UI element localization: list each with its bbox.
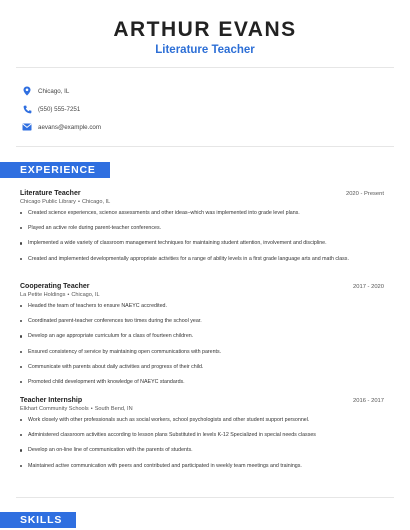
job-bullets [20, 416, 384, 470]
resume-header [0, 0, 410, 56]
bullet-item: Develop an on-line line of communication with the parents of students. [20, 446, 384, 454]
job-bullets [20, 302, 384, 386]
bullet-item: Communicate with parents about daily activities and progress of their child. [20, 363, 384, 371]
job-location: South Bend, IN [94, 406, 133, 412]
contact-email [22, 118, 101, 136]
job-title: Literature Teacher [20, 190, 81, 197]
candidate-role: Literature Teacher [155, 44, 255, 56]
contact-list [22, 82, 101, 136]
job-title: Teacher Internship [20, 397, 83, 404]
contact-location [22, 82, 101, 100]
location-pin-icon [22, 86, 32, 96]
header-divider [16, 67, 394, 68]
job-entry [20, 190, 384, 270]
bullet-item: Maintained active communication with peers and contributed and participated in weekly team meetings and trainings. [20, 462, 384, 470]
job-dates: 2016 - 2017 [353, 398, 384, 404]
job-bullets [20, 209, 384, 263]
job-employer: La Petite Holdings [20, 292, 66, 298]
bullet-item: Implemented a wide variety of classroom management techniques for maintaining student attention, involvement and discipline. [20, 239, 384, 247]
section-experience-heading: EXPERIENCE [0, 162, 110, 178]
bullet-item: Administered classroom activities according to lesson plans Substituted in levels K-12 Specialized in special needs classes [20, 431, 384, 439]
bullet-item: Work closely with other professionals such as social workers, school psychologists and other student support personnel. [20, 416, 384, 424]
contact-location-text: Chicago, IL [38, 87, 70, 95]
bullet-item: Created and implemented developmentally appropriate activities for a range of ability levels in a first grade language arts and math class. [20, 255, 384, 263]
bullet-item: Promoted child development with knowledge of NAEYC standards. [20, 378, 384, 386]
bullet-item: Created science experiences, science assessments and other ideas–which was implemented into grade level plans. [20, 209, 384, 217]
job-location: Chicago, IL [71, 292, 100, 298]
job-org: La Petite Holdings • Chicago, IL [20, 292, 100, 298]
bullet-item: Develop an age appropriate curriculum for a class of fourteen children. [20, 332, 384, 340]
job-dates: 2017 - 2020 [353, 284, 384, 290]
contact-email-text: aevans@example.com [38, 123, 102, 131]
phone-icon [22, 104, 32, 114]
bullet-item: Ensured consistency of service by maintaining open communications with parents. [20, 348, 384, 356]
bullet-item: Coordinated parent-teacher conferences two times during the school year. [20, 317, 384, 325]
job-location: Chicago, IL [81, 199, 111, 205]
job-org: Chicago Public Library • Chicago, IL [20, 199, 111, 205]
contact-phone [22, 100, 101, 118]
job-title: Cooperating Teacher [20, 283, 90, 290]
job-org: Elkhart Community Schools • South Bend, IN [20, 406, 133, 412]
job-entry [20, 397, 384, 477]
experience-divider [16, 497, 394, 498]
bullet-item: Headed the team of teachers to ensure NAEYC accredited. [20, 302, 384, 310]
email-icon [22, 122, 32, 132]
contact-phone-text: (550) 555-7251 [38, 105, 81, 113]
job-employer: Chicago Public Library [20, 199, 76, 205]
section-skills-heading: SKILLS [0, 512, 76, 528]
candidate-name: ARTHUR EVANS [113, 18, 297, 41]
job-dates: 2020 - Present [345, 191, 384, 197]
job-employer: Elkhart Community Schools [20, 406, 89, 412]
bullet-item: Played an active role during parent-teacher conferences. [20, 224, 384, 232]
job-entry [20, 283, 384, 393]
contact-divider [16, 146, 394, 147]
